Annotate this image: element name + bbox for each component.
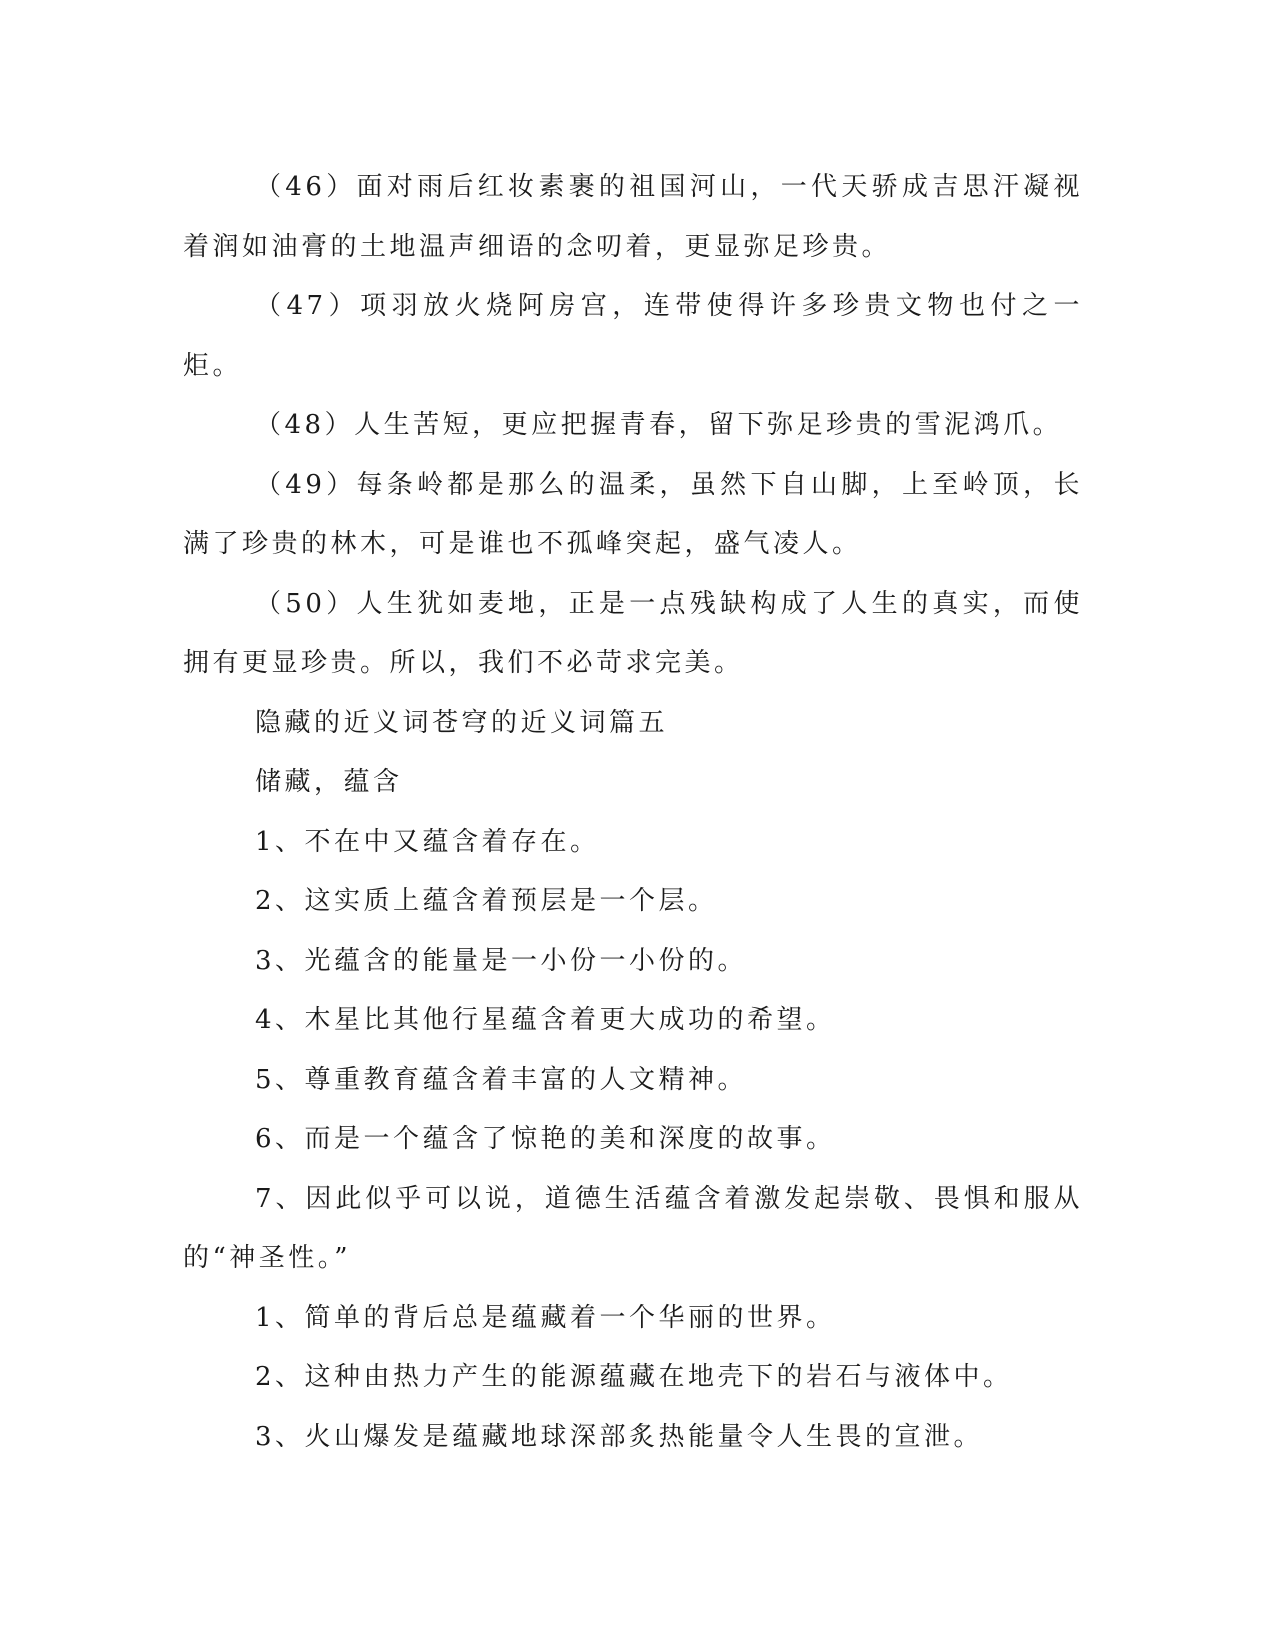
synonyms-line: 储藏，蕴含	[255, 767, 403, 797]
paragraph-50: （50）人生犹如麦地，正是一点残缺构成了人生的真实，而使拥有更显珍贵。所以，我们不必苛求完美。	[183, 588, 1083, 678]
example-sentence: 2、这实质上蕴含着预层是一个层。	[255, 886, 718, 916]
example-sentence: 1、简单的背后总是蕴藏着一个华丽的世界。	[255, 1302, 836, 1333]
section-heading: 隐藏的近义词苍穹的近义词篇五	[255, 707, 669, 738]
document-body	[183, 158, 1083, 1467]
paragraph-48: （48）人生苦短，更应把握青春，留下弥足珍贵的雪泥鸿爪。	[255, 410, 1063, 440]
example-sentence: 1、不在中又蕴含着存在。	[255, 826, 600, 857]
example-sentence: 6、而是一个蕴含了惊艳的美和深度的故事。	[255, 1124, 836, 1154]
example-sentence: 4、木星比其他行星蕴含着更大成功的希望。	[255, 1005, 836, 1035]
paragraph-46: （46）面对雨后红妆素裹的祖国河山，一代天骄成吉思汗凝视着润如油膏的土地温声细语的念叨着，更显弥足珍贵。	[183, 172, 1083, 262]
example-sentence: 3、火山爆发是蕴藏地球深部炙热能量令人生畏的宣泄。	[255, 1421, 984, 1452]
example-sentence: 7、因此似乎可以说，道德生活蕴含着激发起崇敬、畏惧和服从的“神圣性。”	[183, 1183, 1083, 1273]
example-sentence: 2、这种由热力产生的能源蕴藏在地壳下的岩石与液体中。	[255, 1362, 1013, 1392]
example-sentence: 3、光蕴含的能量是一小份一小份的。	[255, 945, 748, 976]
example-sentence: 5、尊重教育蕴含着丰富的人文精神。	[255, 1064, 748, 1095]
paragraph-49: （49）每条岭都是那么的温柔，虽然下自山脚，上至岭顶，长满了珍贵的林木，可是谁也不孤峰突起，盛气凌人。	[183, 469, 1083, 559]
paragraph-47: （47）项羽放火烧阿房宫，连带使得许多珍贵文物也付之一炬。	[183, 291, 1083, 381]
